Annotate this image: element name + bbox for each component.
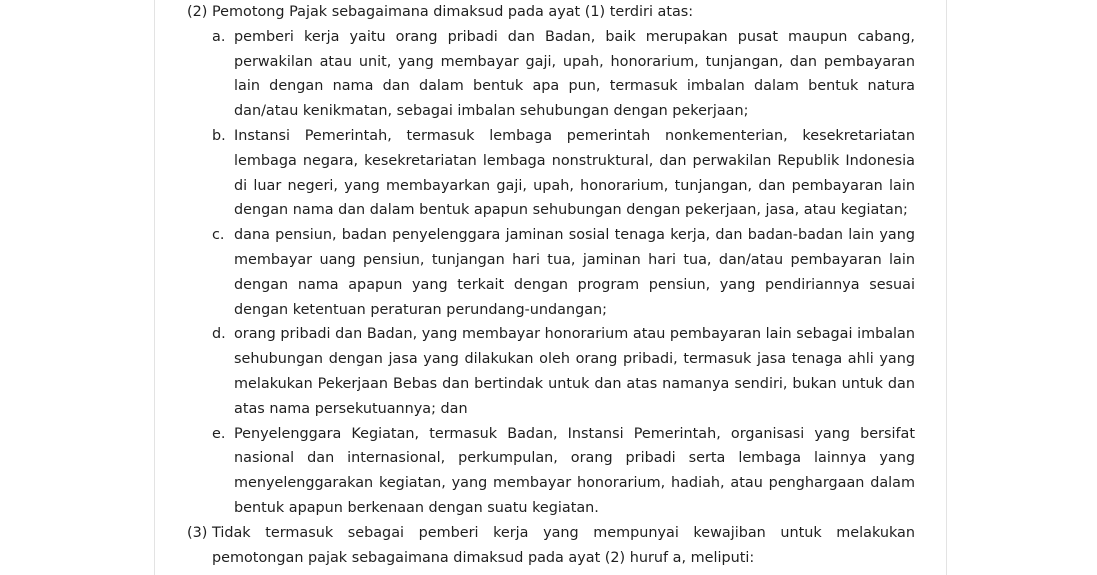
document-content xyxy=(187,0,915,570)
list-item-letter: d. xyxy=(212,326,226,343)
list-item-d xyxy=(187,322,915,421)
list-item-letter: c. xyxy=(212,227,225,244)
list-item-text: pemberi kerja yaitu orang pribadi dan Badan, baik merupakan pusat maupun cabang, perwakilan atau unit, yang membayar gaji, upah, honorarium, tunjangan, dan pembayaran lain dengan nama dan dalam bentuk apa pun, termasuk imbalan dalam bentuk natura dan/atau kenikmatan, sebagai imbalan sehubungan dengan pekerjaan; xyxy=(234,28,915,120)
paragraph-2-items xyxy=(187,25,915,521)
list-item-e xyxy=(187,422,915,521)
paragraph-3-text: Tidak termasuk sebagai pemberi kerja yang mempunyai kewajiban untuk melakukan pemotongan pajak sebagaimana dimaksud pada ayat (2) huruf a, meliputi: xyxy=(212,524,915,566)
list-item-text: Instansi Pemerintah, termasuk lembaga pemerintah nonkementerian, kesekretariatan lembaga negara, kesekretariatan lembaga nonstruktural, dan perwakilan Republik Indonesia di luar negeri, yang membayarkan gaji, upah, honorarium, tunjangan, dan pembayaran lain dengan nama dan dalam bentuk apapun sehubungan dengan pekerjaan, jasa, atau kegiatan; xyxy=(234,127,915,219)
list-item-letter: a. xyxy=(212,28,226,45)
list-item-b xyxy=(187,124,915,223)
paragraph-2-intro: Pemotong Pajak sebagaimana dimaksud pada ayat (1) terdiri atas: xyxy=(212,4,694,20)
paragraph-2-number: (2) xyxy=(187,4,208,20)
list-item-text: Penyelenggara Kegiatan, termasuk Badan, Instansi Pemerintah, organisasi yang bersifat nasional dan internasional, perkumpulan, orang pribadi serta lembaga lainnya yang menyelenggarakan kegiatan, yang membayar honorarium, hadiah, atau penghargaan dalam bentuk apapun berkenaan dengan suatu kegiatan. xyxy=(234,425,915,516)
list-item-c xyxy=(187,223,915,322)
document-page xyxy=(154,0,947,575)
list-item-letter: b. xyxy=(212,127,226,144)
list-item-text: orang pribadi dan Badan, yang membayar honorarium atau pembayaran lain sebagai imbalan sehubungan dengan jasa yang dilakukan oleh orang pribadi, termasuk jasa tenaga ahli yang melakukan Pekerjaan Bebas dan bertindak untuk dan atas namanya sendiri, bukan untuk dan atas nama persekutuannya; dan xyxy=(234,326,915,417)
paragraph-2 xyxy=(187,0,915,25)
list-item-text: dana pensiun, badan penyelenggara jaminan sosial tenaga kerja, dan badan-badan lain yang membayar uang pensiun, tunjangan hari tua, jaminan hari tua, dan/atau pembayaran lain dengan nama apapun yang terkait dengan program pensiun, yang pendiriannya sesuai dengan ketentuan peraturan perundang-undangan; xyxy=(234,227,915,318)
paragraph-3 xyxy=(187,521,915,571)
list-item-letter: e. xyxy=(212,425,226,442)
list-item-a xyxy=(187,25,915,124)
paragraph-3-number: (3) xyxy=(187,524,208,541)
